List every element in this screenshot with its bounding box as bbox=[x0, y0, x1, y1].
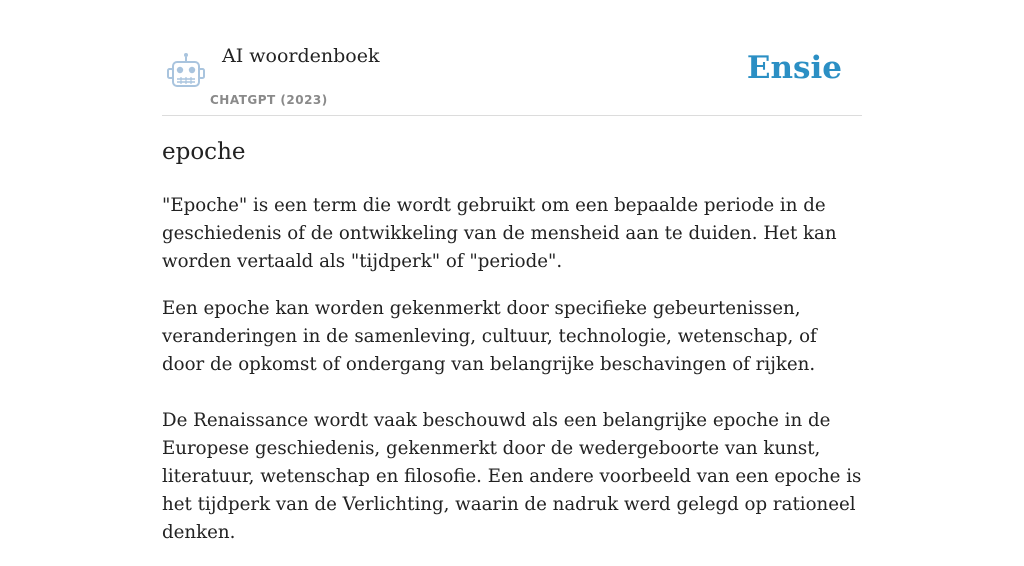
term-title: epoche bbox=[162, 139, 246, 165]
definition-paragraph: Een epoche kan worden gekenmerkt door specifieke gebeurtenissen, veranderingen in de samenleving, cultuur, technologie, wetenschap, of door de opkomst of ondergang van belangrijke beschavingen of rijken. bbox=[162, 298, 817, 375]
dictionary-title-link[interactable]: AI woordenboek bbox=[222, 45, 380, 67]
content-container bbox=[162, 0, 862, 543]
dictionary-header bbox=[162, 0, 862, 116]
definition-paragraph: De Renaissance wordt vaak beschouwd als een belangrijke epoche in de Europese geschiedenis, gekenmerkt door de wedergeboorte van kunst, literatuur, wetenschap en filosofie. Een andere voorbeeld van een epoche is het tijdperk van de Verlichting, waarin de nadruk werd gelegd op rationeel denken. bbox=[162, 410, 862, 543]
definition-paragraph: "Epoche" is een term die wordt gebruikt om een bepaalde periode in de geschiedenis of de ontwikkeling van de mensheid aan te duiden. Het kan worden vertaald als "tijdperk" of "periode". bbox=[162, 195, 837, 272]
robot-icon bbox=[166, 52, 206, 90]
ensie-logo-link[interactable]: Ensie bbox=[746, 50, 842, 86]
definition-body bbox=[162, 192, 862, 566]
dictionary-source: CHATGPT (2023) bbox=[210, 93, 328, 107]
